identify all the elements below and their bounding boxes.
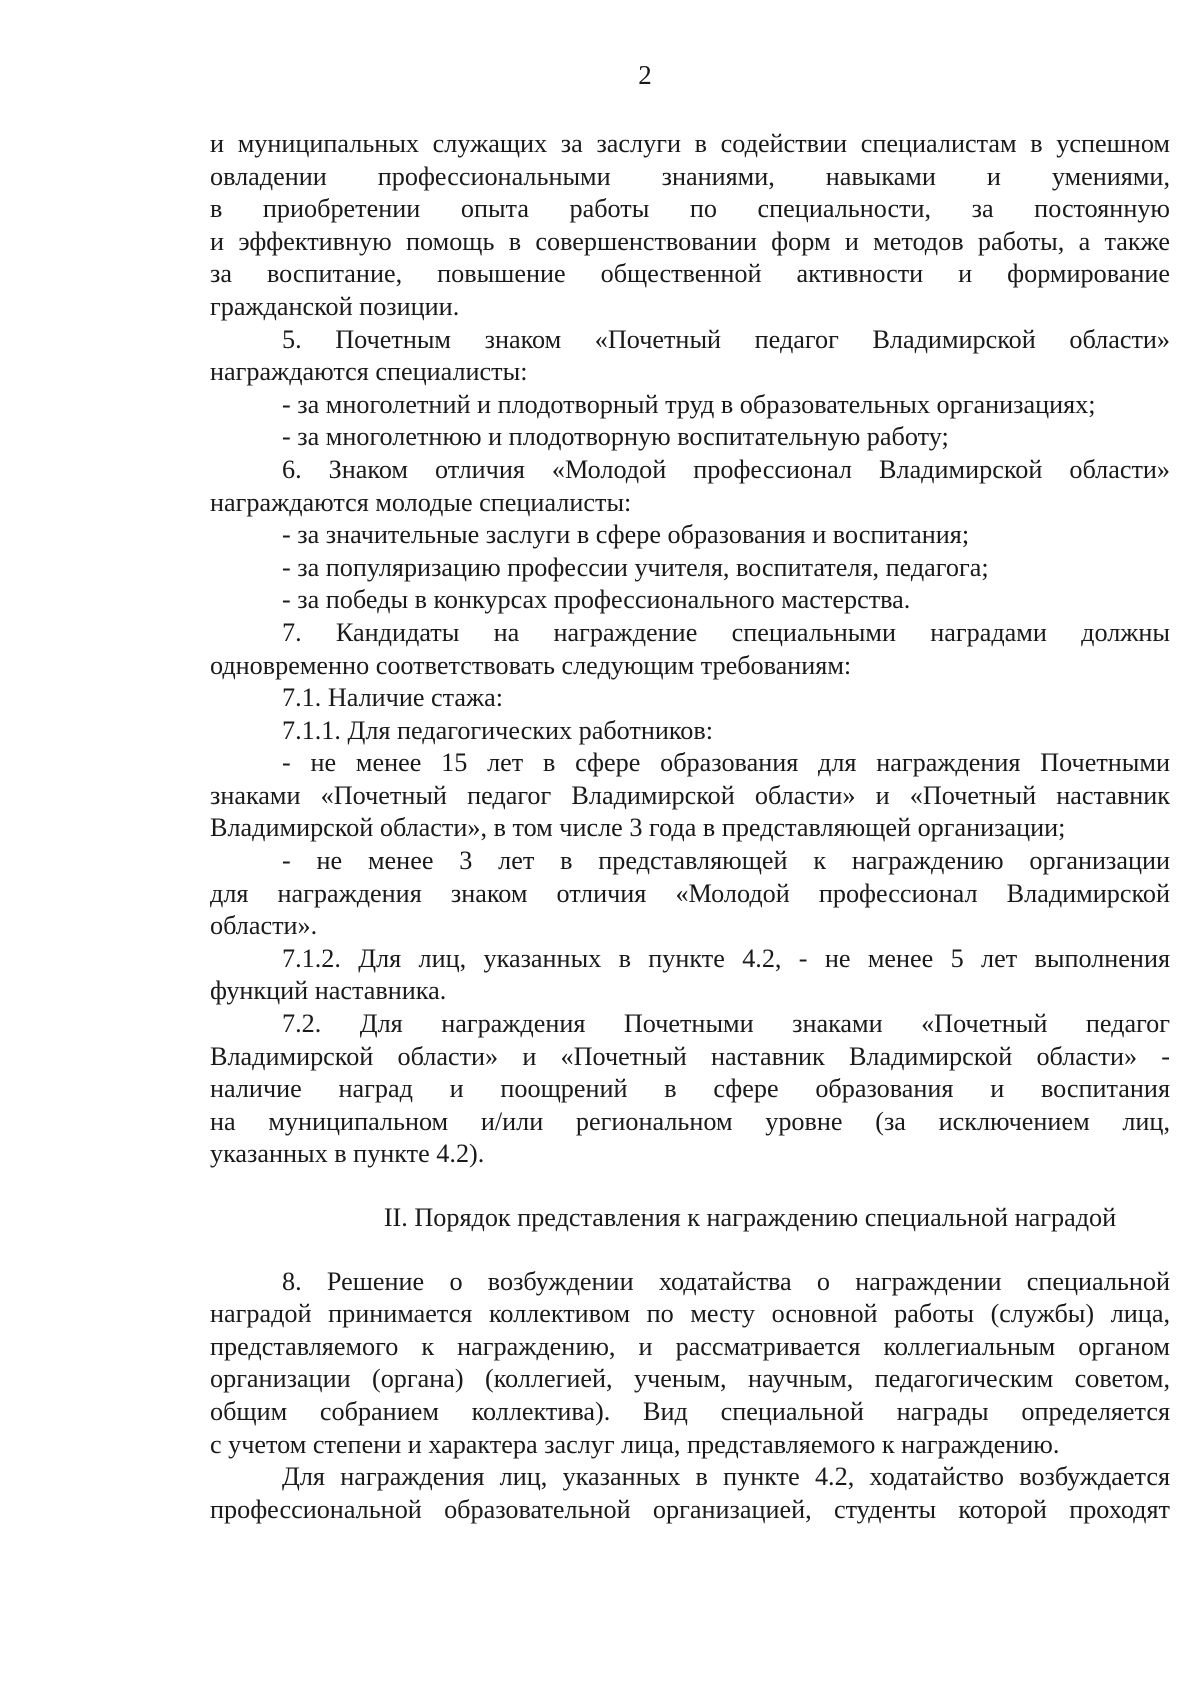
subparagraph-7-1-2: 7.1.2. Для лиц, указанных в пункте 4.2, - не менее 5 лет выполнения (282, 943, 1170, 973)
subparagraph-7-2: 7.2. Для награждения Почетными знаками «Почетный педагог (282, 1009, 1170, 1039)
list-item: - не менее 15 лет в сфере образования для награждения Почетными (282, 748, 1170, 778)
text-line: наградой принимается коллективом по месту основной работы (службы) лица, (210, 1299, 1170, 1329)
subparagraph-7-1: 7.1. Наличие стажа: (282, 683, 504, 713)
text-line: для награждения знаком отличия «Молодой профессионал Владимирской (210, 878, 1170, 908)
text-line: организации (органа) (коллегией, ученым, научным, педагогическим советом, (210, 1364, 1170, 1394)
list-item: - за многолетнюю и плодотворную воспитательную работу; (282, 422, 949, 452)
text-line: Владимирской области» и «Почетный наставник Владимирской области» - (210, 1041, 1170, 1071)
text-line: знаками «Почетный педагог Владимирской области» и «Почетный наставник (210, 780, 1170, 810)
text-line: награждаются специалисты: (210, 357, 528, 387)
page-number: 2 (638, 60, 652, 90)
text-line: с учетом степени и характера заслуг лица, представляемого к награждению. (210, 1429, 1060, 1459)
paragraph-start: Для награждения лиц, указанных в пункте 4.2, ходатайство возбуждается (282, 1462, 1170, 1492)
paragraph-5-start: 5. Почетным знаком «Почетный педагог Владимирской области» (282, 324, 1170, 354)
list-item: - за победы в конкурсах профессионального мастерства. (282, 585, 911, 615)
text-line: в приобретении опыта работы по специальности, за постоянную (210, 194, 1170, 224)
text-line: овладении профессиональными знаниями, навыками и умениями, (210, 161, 1170, 191)
text-line: гражданской позиции. (210, 291, 460, 321)
list-item: - не менее 3 лет в представляющей к награждению организации (282, 846, 1170, 876)
paragraph-8-start: 8. Решение о возбуждении ходатайства о награждении специальной (282, 1266, 1170, 1296)
section-heading: II. Порядок представления к награждению специальной наградой (383, 1203, 1117, 1232)
list-item: - за многолетний и плодотворный труд в образовательных организациях; (282, 389, 1096, 419)
text-line: указанных в пункте 4.2). (210, 1139, 485, 1169)
paragraph-6-start: 6. Знаком отличия «Молодой профессионал Владимирской области» (282, 454, 1170, 484)
text-line: на муниципальном и/или региональном уровне (за исключением лиц, (210, 1106, 1170, 1136)
text-line: и муниципальных служащих за заслуги в содействии специалистам в успешном (210, 129, 1170, 158)
text-line: и эффективную помощь в совершенствовании форм и методов работы, а также (210, 226, 1170, 256)
text-line: одновременно соответствовать следующим требованиям: (210, 650, 852, 680)
text-line: за воспитание, повышение общественной активности и формирование (210, 259, 1170, 289)
document-body (210, 128, 1170, 1526)
text-line: награждаются молодые специалисты: (210, 487, 632, 517)
text-line: общим собранием коллектива). Вид специальной награды определяется (210, 1396, 1170, 1426)
paragraph-7-start: 7. Кандидаты на награждение специальными наградами должны (282, 617, 1170, 647)
text-line: функций наставника. (210, 976, 447, 1006)
list-item: - за значительные заслуги в сфере образования и воспитания; (282, 520, 970, 550)
text-line: профессиональной образовательной организацией, студенты которой проходят (210, 1494, 1170, 1524)
text-line: наличие наград и поощрений в сфере образования и воспитания (210, 1074, 1170, 1104)
text-line: области». (210, 911, 318, 941)
subparagraph-7-1-1: 7.1.1. Для педагогических работников: (282, 715, 714, 745)
list-item: - за популяризацию профессии учителя, воспитателя, педагога; (282, 552, 989, 582)
text-line: Владимирской области», в том числе 3 года в представляющей организации; (210, 813, 1066, 843)
text-line: представляемого к награждению, и рассматривается коллегиальным органом (210, 1331, 1170, 1361)
